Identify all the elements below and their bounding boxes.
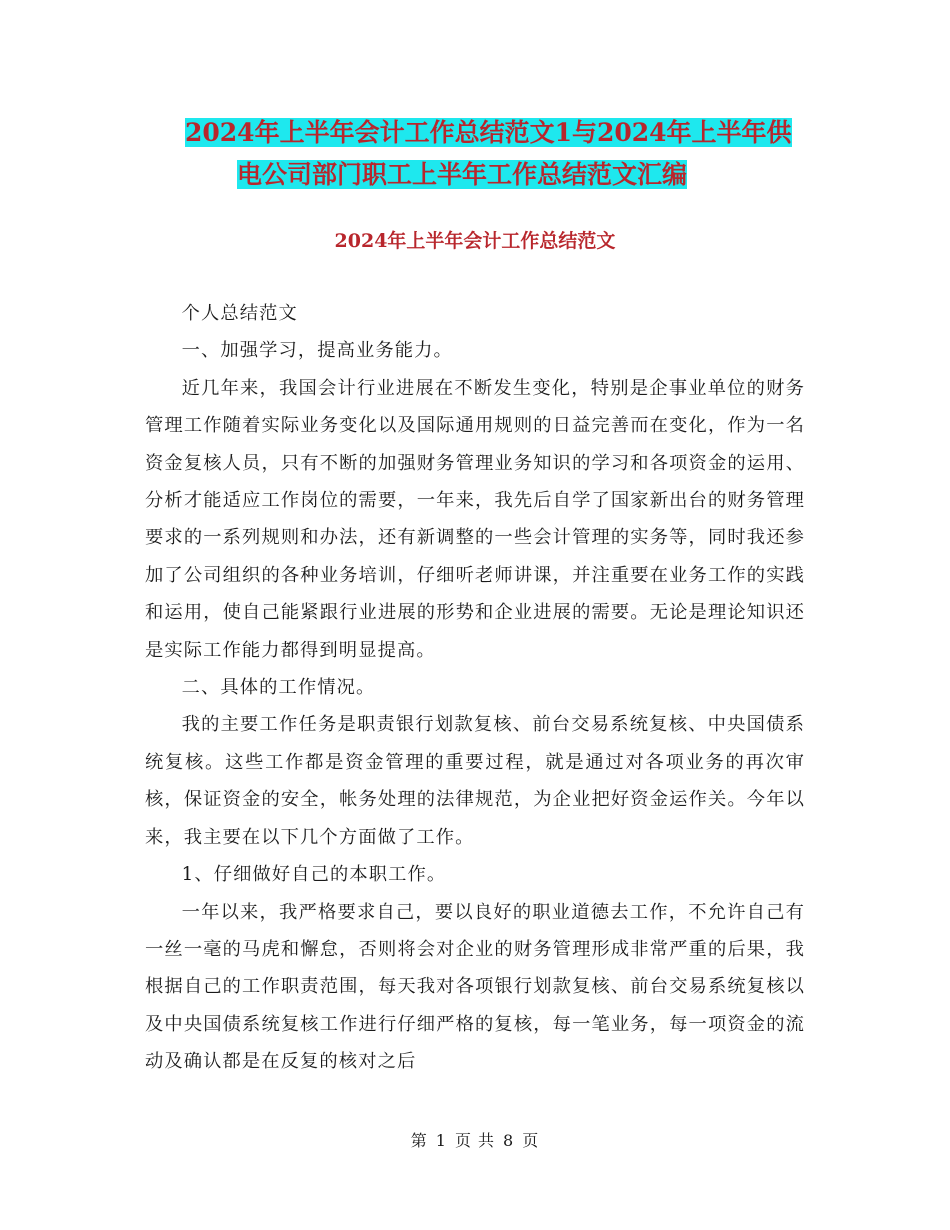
document-title — [185, 112, 825, 196]
paragraph: 个人总结范文 — [181, 303, 298, 324]
paragraph: 一、加强学习，提高业务能力。 — [181, 340, 453, 362]
paragraph: 1、仔细做好自己的本职工作。 — [181, 864, 447, 886]
page-total: 8 — [503, 1131, 515, 1150]
paragraph: 一年以来，我严格要求自己，要以良好的职业道德去工作，不允许自己有一丝一毫的马虎和懈怠，否则将会对企业的财务管理形成非常严重的后果，我根据自己的工作职责范围，每天我对各项银行划款复核、前台交易系统复核以及中央国债系统复核工作进行仔细严格的复核，每一笔业务，每一项资金的流动及确认都是在反复的核对之后 — [145, 901, 805, 1073]
section-title: 2024年上半年会计工作总结范文 — [334, 230, 616, 252]
page-current: 1 — [435, 1131, 447, 1150]
page-footer — [0, 1128, 950, 1151]
document-body — [145, 295, 805, 1081]
paragraph: 二、具体的工作情况。 — [181, 677, 376, 699]
paragraph: 我的主要工作任务是职责银行划款复核、前台交易系统复核、中央国债系统复核。这些工作都是资金管理的重要过程，就是通过对各项业务的再次审核，保证资金的安全，帐务处理的法律规范，为企业把好资金运作关。今年以来，我主要在以下几个方面做了工作。 — [145, 714, 805, 848]
page-mid: 页 共 — [454, 1131, 496, 1150]
paragraph: 近几年来，我国会计行业进展在不断发生变化，特别是企事业单位的财务管理工作随着实际业务变化以及国际通用规则的日益完善而在变化，作为一名资金复核人员，只有不断的加强财务管理业务知识的学习和各项资金的运用、分析才能适应工作岗位的需要，一年来，我先后自学了国家新出台的财务管理要求的一系列规则和办法，还有新调整的一些会计管理的实务等，同时我还参加了公司组织的各种业务培训，仔细听老师讲课，并注重要在业务工作的实践和运用，使自己能紧跟行业进展的形势和企业进展的需要。无论是理论知识还是实际工作能力都得到明显提高。 — [145, 377, 805, 661]
title-line-1: 2024年上半年会计工作总结范文1与2024年上半年供 — [185, 118, 792, 147]
page-suffix: 页 — [522, 1131, 540, 1150]
page-prefix: 第 — [410, 1131, 428, 1150]
title-line-2: 电公司部门职工上半年工作总结范文汇编 — [237, 160, 688, 189]
